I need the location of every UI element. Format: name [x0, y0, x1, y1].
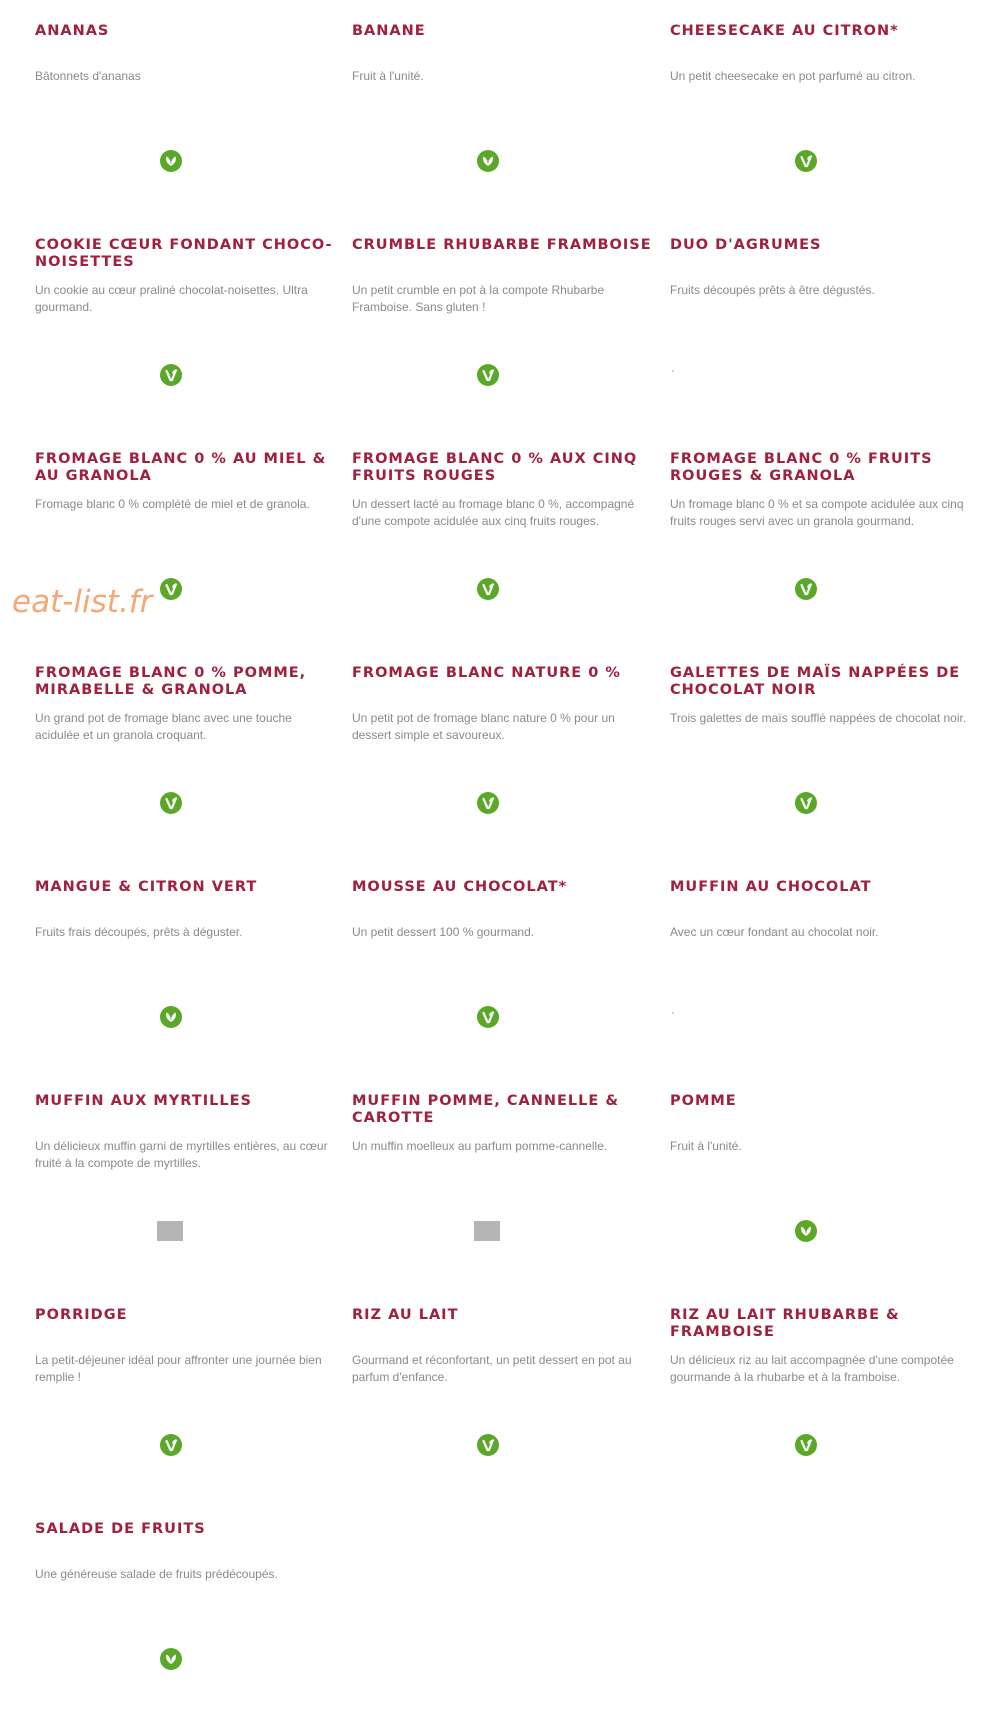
product-card[interactable] [670, 1074, 970, 1288]
product-title[interactable]: MUFFIN AUX MYRTILLES [35, 1093, 252, 1109]
product-description: Un fromage blanc 0 % et sa compote acidulée aux cinq fruits rouges servi avec un granola gourmand. [670, 497, 964, 528]
product-description: Fruits frais découpés, prêts à déguster. [35, 925, 243, 939]
product-title[interactable]: MANGUE & CITRON VERT [35, 879, 258, 895]
product-title[interactable]: CRUMBLE RHUBARBE FRAMBOISE [352, 237, 652, 253]
product-title[interactable]: BANANE [352, 23, 426, 39]
product-title[interactable]: FROMAGE BLANC 0 % AU MIEL & AU GRANOLA [35, 451, 327, 484]
product-card[interactable] [670, 218, 970, 432]
product-description: Trois galettes de maïs soufflé nappées de chocolat noir. [670, 711, 967, 725]
placeholder-dot [672, 370, 674, 372]
vegetarian-icon [160, 364, 182, 386]
product-description: Fromage blanc 0 % complété de miel et de granola. [35, 497, 310, 511]
product-card[interactable] [352, 860, 652, 1074]
vegetarian-icon [477, 578, 499, 600]
product-row [0, 218, 989, 432]
product-title[interactable]: MUFFIN POMME, CANNELLE & CAROTTE [352, 1093, 619, 1126]
product-card[interactable] [352, 432, 652, 646]
vegetarian-icon [160, 1434, 182, 1456]
product-card[interactable] [35, 218, 335, 432]
product-card[interactable] [670, 860, 970, 1074]
product-card[interactable] [35, 4, 335, 218]
product-description: Un cookie au cœur praliné chocolat-noisettes. Ultra gourmand. [35, 283, 308, 314]
product-description: Avec un cœur fondant au chocolat noir. [670, 925, 879, 939]
product-description: Un dessert lacté au fromage blanc 0 %, accompagné d'une compote acidulée aux cinq fruits rouges. [352, 497, 635, 528]
product-title[interactable]: COOKIE CŒUR FONDANT CHOCO-NOISETTES [35, 237, 333, 270]
product-description: Un petit pot de fromage blanc nature 0 % pour un dessert simple et savoureux. [352, 711, 615, 742]
product-card[interactable] [35, 1288, 335, 1502]
product-description: Un délicieux muffin garni de myrtilles entières, au cœur fruité à la compote de myrtilles. [35, 1139, 328, 1170]
product-row [0, 860, 989, 1074]
vegan-icon [160, 150, 182, 172]
label-badge-icon [157, 1221, 183, 1241]
product-description: Un grand pot de fromage blanc avec une touche acidulée et un granola croquant. [35, 711, 292, 742]
product-card[interactable] [35, 646, 335, 860]
product-title[interactable]: RIZ AU LAIT [352, 1307, 459, 1323]
product-card[interactable] [35, 1074, 335, 1288]
product-title[interactable]: GALETTES DE MAÏS NAPPÉES DE CHOCOLAT NOIR [670, 665, 961, 698]
product-description: Un petit cheesecake en pot parfumé au citron. [670, 69, 916, 83]
product-row [0, 4, 989, 218]
product-card[interactable] [35, 860, 335, 1074]
vegetarian-icon [477, 364, 499, 386]
product-title[interactable]: FROMAGE BLANC 0 % AUX CINQ FRUITS ROUGES [352, 451, 638, 484]
product-title[interactable]: FROMAGE BLANC 0 % POMME, MIRABELLE & GRANOLA [35, 665, 307, 698]
vegetarian-icon [477, 1006, 499, 1028]
product-description: La petit-déjeuner idéal pour affronter une journée bien remplie ! [35, 1353, 322, 1384]
vegan-icon [477, 150, 499, 172]
vegetarian-icon [795, 578, 817, 600]
product-title[interactable]: MUFFIN AU CHOCOLAT [670, 879, 872, 895]
vegan-icon [795, 1220, 817, 1242]
vegan-icon [160, 1006, 182, 1028]
watermark: eat-list.fr [12, 584, 153, 620]
vegetarian-icon [795, 150, 817, 172]
product-card[interactable] [352, 218, 652, 432]
product-card[interactable] [670, 432, 970, 646]
vegetarian-icon [477, 1434, 499, 1456]
vegetarian-icon [160, 578, 182, 600]
vegetarian-icon [160, 792, 182, 814]
product-row [0, 1502, 989, 1716]
product-title[interactable]: PORRIDGE [35, 1307, 128, 1323]
product-card[interactable] [352, 4, 652, 218]
product-card[interactable] [352, 646, 652, 860]
product-card[interactable] [35, 1502, 335, 1716]
product-title[interactable]: RIZ AU LAIT RHUBARBE & FRAMBOISE [670, 1307, 900, 1340]
product-title[interactable]: FROMAGE BLANC 0 % FRUITS ROUGES & GRANOLA [670, 451, 933, 484]
product-title[interactable]: ANANAS [35, 23, 110, 39]
product-card[interactable] [670, 646, 970, 860]
product-card[interactable] [352, 1074, 652, 1288]
label-badge-icon [474, 1221, 500, 1241]
product-description: Fruit à l'unité. [352, 69, 424, 83]
product-description: Une généreuse salade de fruits prédécoupés. [35, 1567, 278, 1581]
product-title[interactable]: POMME [670, 1093, 737, 1109]
vegan-icon [160, 1648, 182, 1670]
product-title[interactable]: DUO D'AGRUMES [670, 237, 822, 253]
product-description: Bâtonnets d'ananas [35, 69, 141, 83]
product-title[interactable]: MOUSSE AU CHOCOLAT* [352, 879, 568, 895]
product-title[interactable]: SALADE DE FRUITS [35, 1521, 206, 1537]
product-description: Un petit crumble en pot à la compote Rhubarbe Framboise. Sans gluten ! [352, 283, 605, 314]
product-title[interactable]: FROMAGE BLANC NATURE 0 % [352, 665, 621, 681]
product-card[interactable] [670, 1288, 970, 1502]
product-row [0, 646, 989, 860]
product-card[interactable] [670, 4, 970, 218]
product-description: Un délicieux riz au lait accompagnée d'une compotée gourmande à la rhubarbe et à la framboise. [670, 1353, 954, 1384]
product-row [0, 1074, 989, 1288]
product-row [0, 1288, 989, 1502]
product-description: Un petit dessert 100 % gourmand. [352, 925, 535, 939]
product-description: Gourmand et réconfortant, un petit dessert en pot au parfum d'enfance. [352, 1353, 632, 1384]
vegetarian-icon [795, 792, 817, 814]
product-description: Fruits découpés prêts à être dégustés. [670, 283, 875, 297]
vegetarian-icon [477, 792, 499, 814]
product-description: Fruit à l'unité. [670, 1139, 742, 1153]
product-card[interactable] [352, 1288, 652, 1502]
product-title[interactable]: CHEESECAKE AU CITRON* [670, 23, 899, 39]
placeholder-dot [672, 1012, 674, 1014]
product-description: Un muffin moelleux au parfum pomme-cannelle. [352, 1139, 608, 1153]
vegetarian-icon [795, 1434, 817, 1456]
